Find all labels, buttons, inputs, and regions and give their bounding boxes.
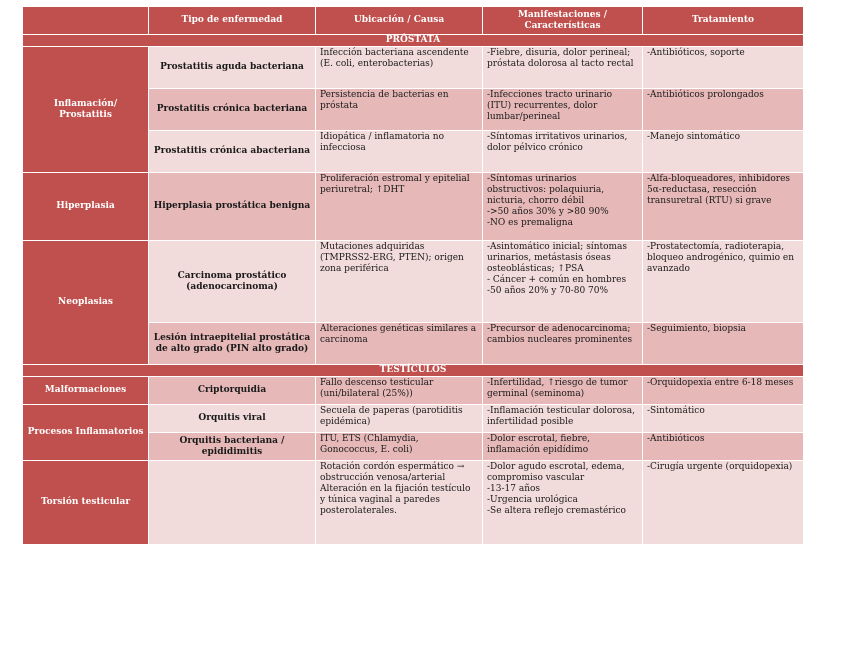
disease-tratamiento: -Alfa-bloqueadores, inhibidores 5α-reductasa, resección transuretral (RTU) si grave: [643, 173, 804, 241]
header-row: [23, 7, 804, 35]
disease-causa: ITU, ETS (Chlamydia, Gonococcus, E. coli): [316, 433, 483, 461]
disease-name: Orquitis bacteriana / epididimitis: [149, 433, 316, 461]
disease-name: Prostatitis crónica abacteriana: [149, 131, 316, 173]
section-row: [23, 365, 804, 377]
header-category: [23, 7, 149, 35]
table-row: [23, 405, 804, 433]
category-malformaciones: Malformaciones: [23, 377, 149, 405]
section-title-testiculos: TESTÍCULOS: [23, 365, 804, 377]
disease-manifestaciones: -Asintomático inicial; síntomas urinarios, metástasis óseas osteoblásticas; ↑PSA - Cáncer + común en hombres -50 años 20% y 70-80 70%: [483, 241, 643, 323]
disease-tratamiento: -Cirugía urgente (orquidopexia): [643, 461, 804, 545]
disease-causa: Idiopática / inflamatoria no infecciosa: [316, 131, 483, 173]
category-torsion: Torsión testicular: [23, 461, 149, 545]
disease-table-document: [22, 6, 803, 545]
disease-tratamiento: -Manejo sintomático: [643, 131, 804, 173]
disease-tratamiento: -Prostatectomía, radioterapia, bloqueo androgénico, quimio en avanzado: [643, 241, 804, 323]
disease-tratamiento: -Sintomático: [643, 405, 804, 433]
table-row: [23, 377, 804, 405]
section-row: [23, 35, 804, 47]
disease-name: Prostatitis aguda bacteriana: [149, 47, 316, 89]
disease-name: Orquitis viral: [149, 405, 316, 433]
table-row: [23, 173, 804, 241]
disease-manifestaciones: -Síntomas urinarios obstructivos: polaquiuria, nicturia, chorro débil ->50 años 30% y >80 90% -NO es premaligna: [483, 173, 643, 241]
category-procesos: Procesos Inflamatorios: [23, 405, 149, 461]
category-inflamacion: Inflamación/ Prostatitis: [23, 47, 149, 173]
disease-name: Lesión intraepitelial prostática de alto grado (PIN alto grado): [149, 323, 316, 365]
disease-manifestaciones: -Precursor de adenocarcinoma; cambios nucleares prominentes: [483, 323, 643, 365]
table-row: [23, 241, 804, 323]
section-title-prostata: PRÓSTATA: [23, 35, 804, 47]
disease-name: Hiperplasia prostática benigna: [149, 173, 316, 241]
disease-manifestaciones: -Dolor escrotal, fiebre, inflamación epidídimo: [483, 433, 643, 461]
disease-tratamiento: -Seguimiento, biopsia: [643, 323, 804, 365]
table-row: [23, 461, 804, 545]
disease-manifestaciones: -Síntomas irritativos urinarios, dolor pélvico crónico: [483, 131, 643, 173]
disease-manifestaciones: -Fiebre, disuria, dolor perineal; próstata dolorosa al tacto rectal: [483, 47, 643, 89]
header-tratamiento: Tratamiento: [643, 7, 804, 35]
disease-causa: Secuela de paperas (parotiditis epidémica): [316, 405, 483, 433]
disease-manifestaciones: -Infecciones tracto urinario (ITU) recurrentes, dolor lumbar/perineal: [483, 89, 643, 131]
disease-causa: Alteraciones genéticas similares a carcinoma: [316, 323, 483, 365]
header-tipo: Tipo de enfermedad: [149, 7, 316, 35]
disease-table: [22, 6, 804, 545]
disease-tratamiento: -Orquidopexia entre 6-18 meses: [643, 377, 804, 405]
disease-causa: Mutaciones adquiridas (TMPRSS2-ERG, PTEN); origen zona periférica: [316, 241, 483, 323]
disease-tratamiento: -Antibióticos prolongados: [643, 89, 804, 131]
disease-tratamiento: -Antibióticos, soporte: [643, 47, 804, 89]
header-ubicacion: Ubicación / Causa: [316, 7, 483, 35]
disease-causa: Infección bacteriana ascendente (E. coli, enterobacterias): [316, 47, 483, 89]
disease-causa: Fallo descenso testicular (uni/bilateral (25%)): [316, 377, 483, 405]
disease-causa: Persistencia de bacterias en próstata: [316, 89, 483, 131]
disease-name: Criptorquidia: [149, 377, 316, 405]
disease-manifestaciones: -Infertilidad, ↑riesgo de tumor germinal (seminoma): [483, 377, 643, 405]
disease-name: Prostatitis crónica bacteriana: [149, 89, 316, 131]
disease-causa: Proliferación estromal y epitelial periuretral; ↑DHT: [316, 173, 483, 241]
disease-manifestaciones: -Inflamación testicular dolorosa, infertilidad posible: [483, 405, 643, 433]
category-neoplasias: Neoplasias: [23, 241, 149, 365]
disease-tratamiento: -Antibióticos: [643, 433, 804, 461]
disease-causa: Rotación cordón espermático → obstrucción venosa/arterial Alteración en la fijación testículo y túnica vaginal a paredes posterolaterales.: [316, 461, 483, 545]
disease-manifestaciones: -Dolor agudo escrotal, edema, compromiso vascular -13-17 años -Urgencia urológica -Se altera reflejo cremastérico: [483, 461, 643, 545]
disease-name: Carcinoma prostático (adenocarcinoma): [149, 241, 316, 323]
disease-name: [149, 461, 316, 545]
table-row: [23, 47, 804, 89]
category-hiperplasia: Hiperplasia: [23, 173, 149, 241]
header-manifestaciones: Manifestaciones / Características: [483, 7, 643, 35]
